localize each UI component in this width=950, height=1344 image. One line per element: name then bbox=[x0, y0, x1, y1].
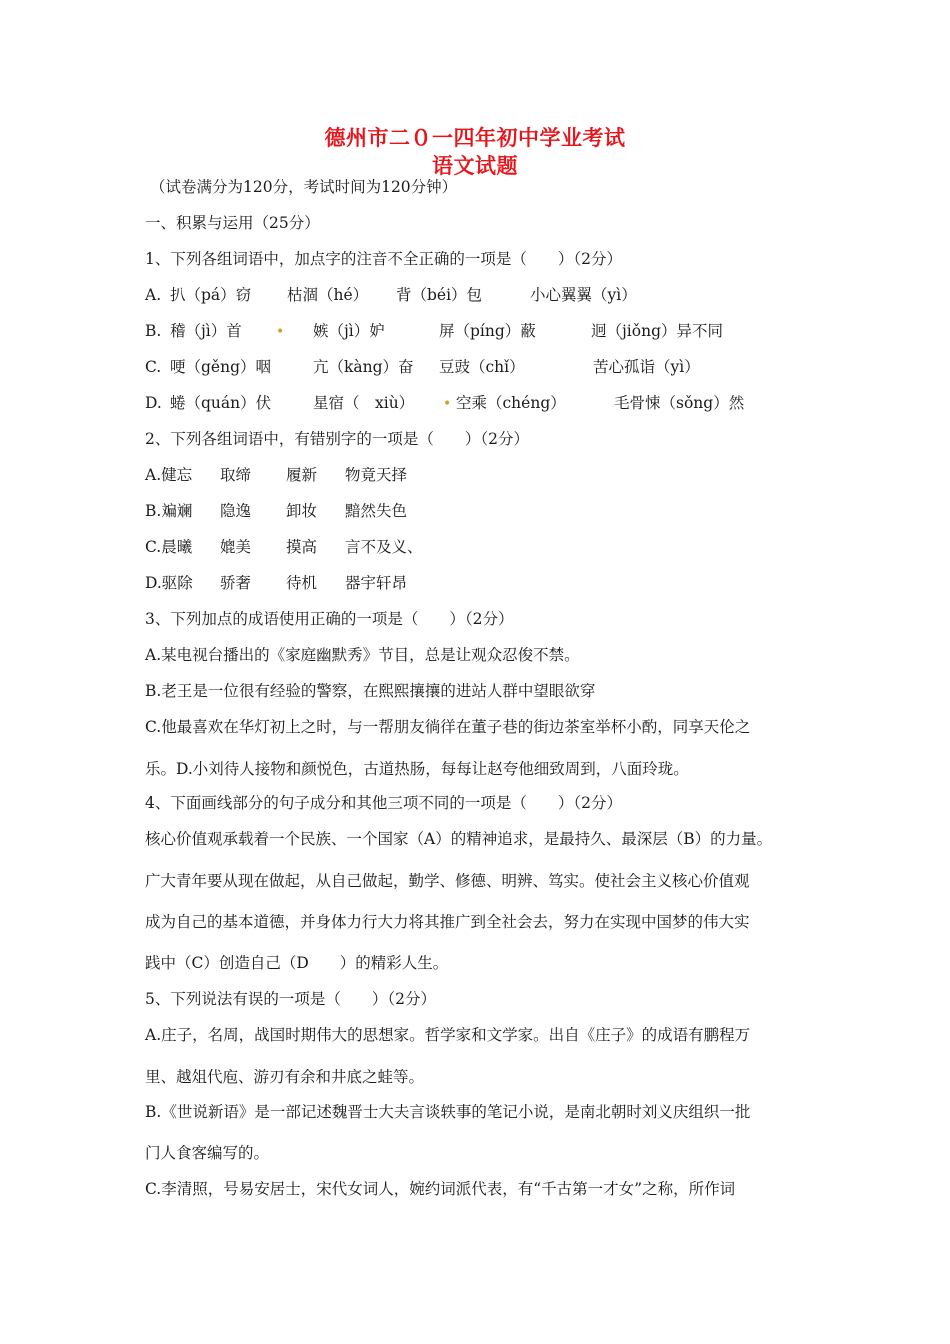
word-item: 摸高 bbox=[286, 538, 318, 556]
word-item: 毛骨悚（sǒng）然 bbox=[614, 394, 745, 412]
exam-note: （试卷满分为120分，考试时间为120分钟） bbox=[150, 178, 458, 196]
q5-option-b-cont: 门人食客编写的。 bbox=[145, 1144, 270, 1162]
word-item: 隐逸 bbox=[220, 502, 252, 520]
q4-passage-line: 核心价值观承载着一个民族、一个国家（A）的精神追求，是最持久、最深层（B）的力量。 bbox=[145, 830, 773, 848]
option-letter: A. bbox=[145, 286, 162, 304]
word-item: 哽（gěng）咽 bbox=[170, 358, 272, 376]
word-item: 亢（kàng）奋 bbox=[313, 358, 414, 376]
word-item: 嫉（jì）妒 bbox=[313, 322, 385, 340]
q3-option-a: A.某电视台播出的《家庭幽默秀》节目，总是让观众忍俊不禁。 bbox=[145, 646, 580, 664]
word-item: 小心翼翼（yì） bbox=[530, 286, 637, 304]
exam-title: 德州市二０一四年初中学业考试 bbox=[324, 125, 626, 150]
word-item: 言不及义、 bbox=[345, 538, 423, 556]
question-4-stem: 4、下面画线部分的句子成分和其他三项不同的一项是（ ）（2分） bbox=[145, 794, 622, 812]
word-item: 屏（píng）蔽 bbox=[439, 322, 536, 340]
option-letter: B. bbox=[145, 322, 162, 340]
word-item: C.晨曦 bbox=[145, 538, 193, 556]
q4-passage-line: 成为自己的基本道德，并身体力行大力将其推广到全社会去，努力在实现中国梦的伟大实 bbox=[145, 913, 750, 931]
word-item: 黯然失色 bbox=[345, 502, 408, 520]
word-item: 迥（jiǒng）异不同 bbox=[591, 322, 724, 340]
word-item: 空乘（chéng） bbox=[456, 394, 566, 412]
word-item: A.健忘 bbox=[145, 466, 193, 484]
section-heading: 一、积累与运用（25分） bbox=[145, 214, 320, 232]
q4-passage-line: 践中（C）创造自己（D ）的精彩人生。 bbox=[145, 954, 449, 972]
word-item: 蜷（quán）伏 bbox=[170, 394, 272, 412]
q3-option-c: C.他最喜欢在华灯初上之时，与一帮朋友徜徉在董子巷的街边茶室举杯小酌，同享天伦之 bbox=[145, 718, 751, 736]
word-item: B.斒斓 bbox=[145, 502, 193, 520]
word-item: 物竟天择 bbox=[345, 466, 408, 484]
q3-option-b: B.老王是一位很有经验的警察，在熙熙攘攘的进站人群中望眼欲穿 bbox=[145, 682, 596, 700]
word-item: 扒（pá）窃 bbox=[170, 286, 252, 304]
question-1-stem: 1、下列各组词语中，加点字的注音不全正确的一项是（ ）（2分） bbox=[145, 250, 622, 268]
question-3-stem: 3、下列加点的成语使用正确的一项是（ ）（2分） bbox=[145, 610, 514, 628]
word-item: D.驱除 bbox=[145, 574, 193, 592]
emphasis-dot-icon: • bbox=[443, 396, 452, 412]
q5-option-c: C.李清照，号易安居士，宋代女词人，婉约词派代表，有“千古第一才女”之称，所作词 bbox=[145, 1180, 736, 1198]
word-item: 待机 bbox=[286, 574, 318, 592]
q5-option-a-cont: 里、越俎代庖、游刃有余和井底之蛙等。 bbox=[145, 1068, 425, 1086]
word-item: 稽（jì）首 bbox=[170, 322, 242, 340]
word-item: 苦心孤诣（yì） bbox=[593, 358, 700, 376]
word-item: 豆豉（chǐ） bbox=[439, 358, 525, 376]
q5-option-a: A.庄子，名周，战国时期伟大的思想家。哲学家和文学家。出自《庄子》的成语有鹏程万 bbox=[145, 1026, 751, 1044]
word-item: 取缔 bbox=[220, 466, 252, 484]
q4-passage-line: 广大青年要从现在做起，从自己做起，勤学、修德、明辨、笃实。使社会主义核心价值观 bbox=[145, 872, 750, 890]
word-item: 卸妆 bbox=[286, 502, 318, 520]
q3-option-c-cont: 乐。D.小刘待人接物和颜悦色，古道热肠，每每让赵夸他细致周到，八面玲珑。 bbox=[145, 760, 689, 778]
word-item: 骄奢 bbox=[220, 574, 252, 592]
word-item: 媲美 bbox=[220, 538, 252, 556]
word-item: 枯涸（hé） bbox=[287, 286, 369, 304]
question-2-stem: 2、下列各组词语中，有错别字的一项是（ ）（2分） bbox=[145, 430, 529, 448]
exam-subtitle: 语文试题 bbox=[432, 153, 518, 178]
word-item: 器宇轩昂 bbox=[345, 574, 408, 592]
option-letter: D. bbox=[145, 394, 162, 412]
word-item: 履新 bbox=[286, 466, 318, 484]
word-item: 背（béi）包 bbox=[396, 286, 483, 304]
question-5-stem: 5、下列说法有误的一项是（ ）（2分） bbox=[145, 990, 436, 1008]
q5-option-b: B.《世说新语》是一部记述魏晋士大夫言谈轶事的笔记小说，是南北朝时刘义庆组织一批 bbox=[145, 1103, 751, 1121]
option-letter: C. bbox=[145, 358, 162, 376]
word-item: 星宿（ xiù） bbox=[313, 394, 415, 412]
emphasis-dot-icon: • bbox=[276, 324, 285, 340]
